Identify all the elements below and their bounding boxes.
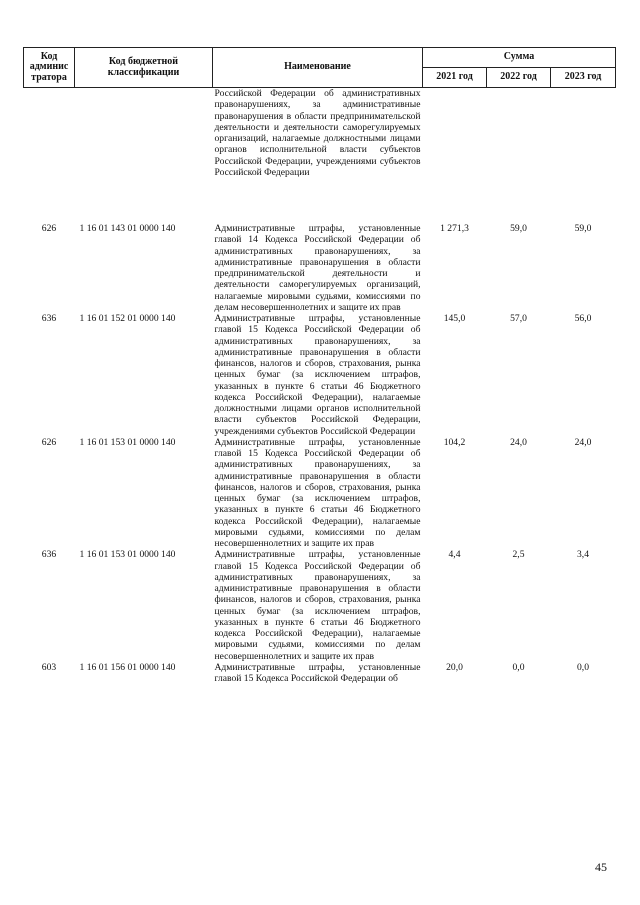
value-2022-cell: 57,0 <box>510 313 527 324</box>
value-2022-cell: 2,5 <box>512 549 525 561</box>
table-header <box>24 48 616 88</box>
admin-code-header: Код админис тратора <box>24 48 75 88</box>
table-row-continuation <box>24 88 616 224</box>
code-cell: 1 16 01 153 01 0000 140 <box>79 436 176 448</box>
value-2021-cell: 20,0 <box>446 661 463 673</box>
table-row <box>24 549 616 662</box>
value-2023-cell: 0,0 <box>577 661 589 673</box>
value-2022-cell <box>487 88 551 224</box>
name-cell: Административные штрафы, установленные главой 14 Кодекса Российской Федерации об административных правонарушениях, за административные правонарушения в области предпринимательской деятельности и деятельности саморегулируемых организаций, налагаемые мировыми судьями, комиссиями по делам несовершеннолетних и защите их прав <box>214 223 421 313</box>
year-2023-header: 2023 год <box>551 68 616 88</box>
value-2023-cell <box>551 88 616 224</box>
year-2021-header: 2021 год <box>423 68 487 88</box>
value-2022-cell: 24,0 <box>510 436 527 448</box>
code-cell: 1 16 01 143 01 0000 140 <box>79 223 176 234</box>
page-number: 45 <box>595 860 607 874</box>
admin-cell: 626 <box>41 436 57 448</box>
value-2021-cell: 145,0 <box>443 313 466 324</box>
budget-code-header: Код бюджетной классификации <box>75 48 213 88</box>
value-2022-cell: 0,0 <box>512 661 525 673</box>
name-cell: Административные штрафы, установленные главой 15 Кодекса Российской Федерации об административных правонарушениях, за административные правонарушения в области финансов, налогов и сборов, страхования, рынка ценных бумаг (за исключением штрафов, указанных в пункте 6 статьи 46 Бюджетного кодекса Российской Федерации), налагаемые мировыми судьями, комиссиями по делам несовершеннолетних и защите их прав <box>214 436 421 549</box>
code-cell: 1 16 01 152 01 0000 140 <box>79 313 176 324</box>
code-cell: 1 16 01 153 01 0000 140 <box>79 549 176 561</box>
value-2021-cell: 1 271,3 <box>440 223 469 234</box>
year-2022-header: 2022 год <box>487 68 551 88</box>
name-cell: Административные штрафы, установленные главой 15 Кодекса Российской Федерации об административных правонарушениях, за административные правонарушения в области финансов, налогов и сборов, страхования, рынка ценных бумаг (за исключением штрафов, указанных в пункте 6 статьи 46 Бюджетного кодекса Российской Федерации), налагаемые мировыми судьями, комиссиями по делам несовершеннолетних и защите их прав <box>214 549 421 662</box>
value-2021-cell: 4,4 <box>448 549 461 561</box>
name-cell: Административные штрафы, установленные главой 15 Кодекса Российской Федерации об <box>214 661 421 684</box>
admin-cell: 636 <box>41 549 57 561</box>
admin-cell: 636 <box>41 313 57 324</box>
table-row <box>24 437 616 550</box>
value-2023-cell: 56,0 <box>574 313 592 324</box>
value-2023-cell: 3,4 <box>577 549 589 561</box>
code-cell: 1 16 01 156 01 0000 140 <box>79 661 176 673</box>
table-row <box>24 313 616 437</box>
budget-table <box>23 47 616 684</box>
value-2021-cell: 104,2 <box>443 436 466 448</box>
name-cell: Административные штрафы, установленные главой 15 Кодекса Российской Федерации об административных правонарушениях, за административные правонарушения в области финансов, налогов и сборов, страхования, рынка ценных бумаг (за исключением штрафов, указанных в пункте 6 статьи 46 Бюджетного кодекса Российской Федерации), налагаемые должностными лицами органов исполнительной власти субъектов Российской Федерации, учреждениями субъектов Российской Федерации <box>214 313 421 437</box>
value-2021-cell <box>423 88 487 224</box>
value-2023-cell: 59,0 <box>574 223 592 234</box>
value-2022-cell: 59,0 <box>510 223 527 234</box>
name-header: Наименование <box>213 48 423 88</box>
name-cell: Российской Федерации об административных правонарушениях, за административные правонарушения в области предпринимательской деятельности и деятельности саморегулируемых организаций, налагаемые должностными лицами органов исполнительной власти субъектов Российской Федерации, учреждениями субъектов Российской Федерации <box>214 88 421 178</box>
table-row <box>24 223 616 313</box>
table-body <box>24 88 616 685</box>
sum-header: Сумма <box>423 48 616 68</box>
admin-cell <box>24 88 75 224</box>
code-cell <box>75 88 213 224</box>
table-row <box>24 662 616 685</box>
admin-cell: 626 <box>41 223 57 234</box>
admin-cell: 603 <box>41 661 57 673</box>
value-2023-cell: 24,0 <box>574 436 592 448</box>
